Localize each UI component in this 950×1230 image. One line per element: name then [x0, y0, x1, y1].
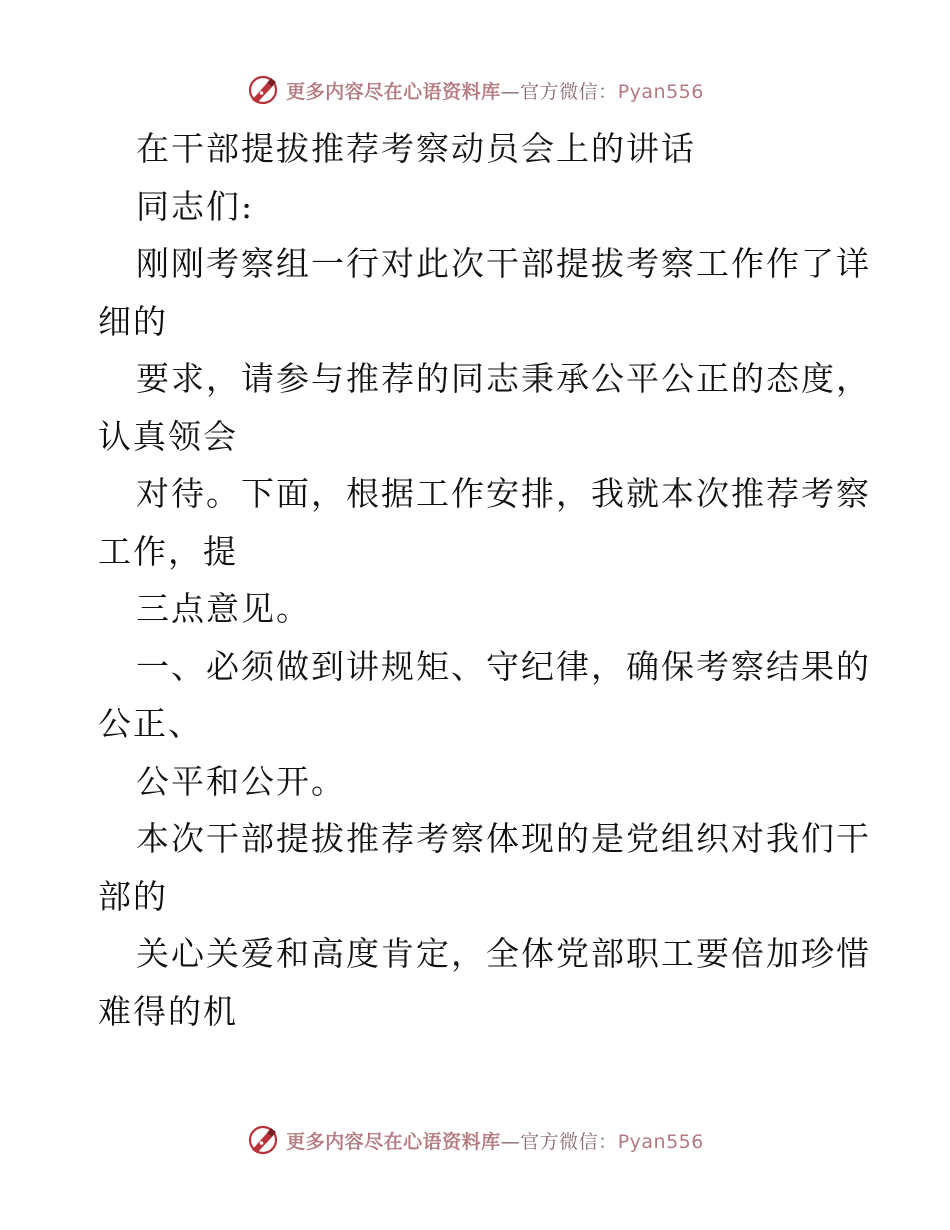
paragraph-line: 三点意见。	[136, 589, 311, 628]
section-heading-line: 一、必须做到讲规矩、守纪律，确保考察结果的	[136, 646, 871, 686]
paragraph-line: 本次干部提拔推荐考察体现的是党组织对我们干	[136, 819, 871, 858]
section-heading-line: 公平和公开。	[136, 761, 346, 801]
section-heading-line: 公正、	[98, 704, 203, 743]
paragraph-line: 对待。下面，根据工作安排，我就本次推荐考察	[136, 474, 871, 513]
document-body	[98, 120, 871, 1040]
footer-watermark-banner	[0, 1120, 950, 1160]
pen-nib-logo-icon	[246, 73, 280, 107]
pen-nib-logo-icon	[246, 1123, 280, 1157]
document-title: 在干部提拔推荐考察动员会上的讲话	[136, 129, 696, 168]
header-watermark-banner	[0, 70, 950, 110]
watermark-site-text: 更多内容尽在心语资料库	[286, 80, 501, 103]
watermark-wechat-id: Pyan556	[617, 80, 704, 103]
watermark-wechat-label: 官方微信：	[520, 1130, 618, 1153]
paragraph-line: 关心关爱和高度肯定，全体党部职工要倍加珍惜	[136, 934, 871, 973]
paragraph-line: 部的	[98, 876, 168, 916]
paragraph-line: 刚刚考察组一行对此次干部提拔考察工作作了详	[136, 244, 871, 283]
salutation-line: 同志们:	[136, 186, 255, 226]
watermark-site-text: 更多内容尽在心语资料库	[286, 1130, 501, 1153]
watermark-wechat-id: Pyan556	[617, 1130, 704, 1153]
paragraph-line: 难得的机	[98, 991, 238, 1031]
paragraph-line: 要求，请参与推荐的同志秉承公平公正的态度，	[136, 359, 871, 398]
paragraph-line: 认真领会	[98, 416, 238, 456]
watermark-separator: —	[500, 80, 521, 103]
watermark-wechat-label: 官方微信：	[520, 80, 618, 103]
paragraph-line: 工作，提	[98, 531, 238, 571]
paragraph-line: 细的	[98, 301, 168, 341]
watermark-separator: —	[500, 1130, 521, 1153]
